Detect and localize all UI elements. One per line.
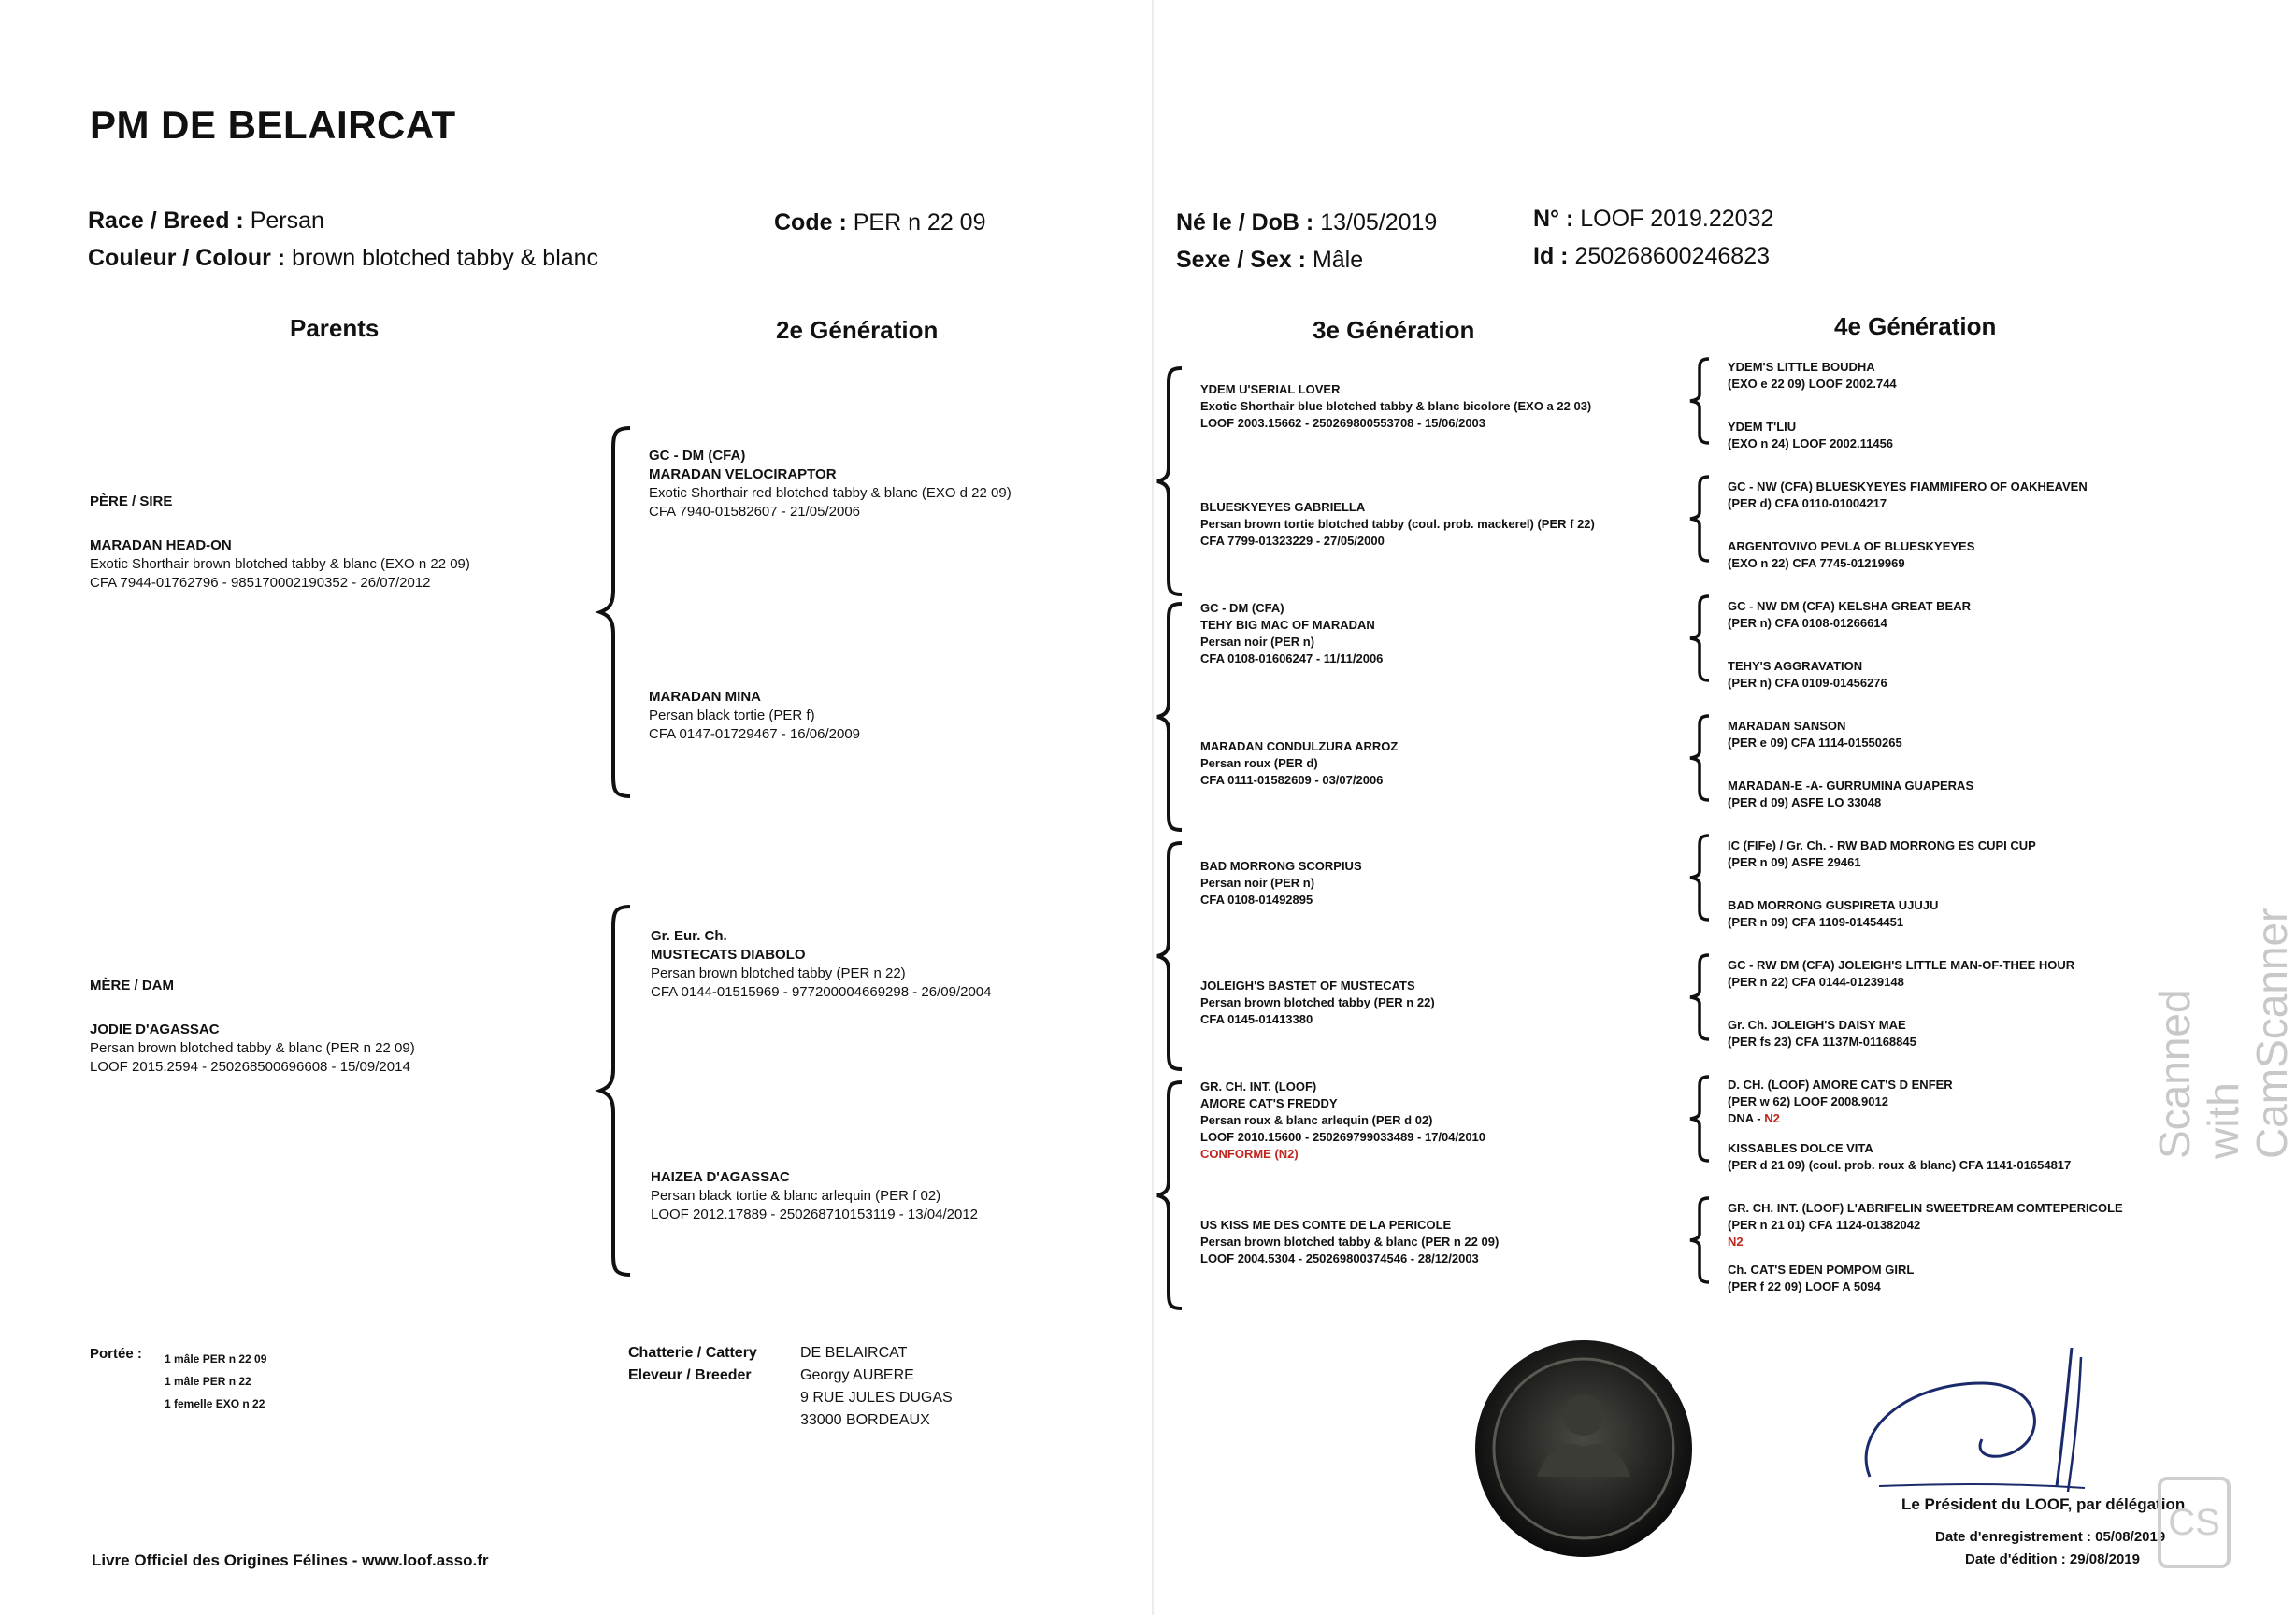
gen4-registration: (PER d) CFA 0110-01004217	[1728, 496, 1887, 510]
sire-registration: CFA 7944-01762796 - 985170002190352 - 26/07/2012	[90, 575, 431, 591]
gen4-entry	[1728, 1077, 1953, 1127]
dam-name: JODIE D'AGASSAC	[90, 1022, 220, 1037]
gen2-registration: CFA 0144-01515969 - 977200004669298 - 26/09/2004	[651, 984, 992, 1000]
gen3-entry	[1200, 499, 1595, 550]
column-heading-gen2: 2e Génération	[776, 316, 939, 344]
gen3-registration: LOOF 2004.5304 - 250269800374546 - 28/12/2003	[1200, 1251, 1479, 1265]
gen4-entry	[1728, 479, 2088, 512]
organization-footer: Livre Officiel des Origines Félines - www.loof.asso.fr	[92, 1551, 489, 1569]
gen2-name: HAIZEA D'AGASSAC	[651, 1169, 790, 1185]
gen2-description: Persan black tortie & blanc arlequin (PER f 02)	[651, 1188, 941, 1204]
gen4-registration: (PER n 21 01) CFA 1124-01382042	[1728, 1218, 1921, 1232]
breeder-name: Georgy AUBERE	[800, 1367, 914, 1383]
president-signature-icon	[1851, 1346, 2103, 1495]
gen4-registration: (EXO e 22 09) LOOF 2002.744	[1728, 377, 1897, 391]
dna-status: N2	[1728, 1235, 1744, 1249]
dob-label: Né le / DoB :	[1176, 209, 1314, 236]
gen4-registration: (PER e 09) CFA 1114-01550265	[1728, 736, 1902, 750]
gen4-entry	[1728, 359, 1897, 393]
dna-label: DNA -	[1728, 1111, 1765, 1125]
gen4-entry	[1728, 718, 1902, 751]
gen3-entry	[1200, 738, 1398, 789]
litter-label: Portée :	[90, 1346, 142, 1362]
sire-description: Exotic Shorthair brown blotched tabby & blanc (EXO n 22 09)	[90, 556, 470, 572]
gen4-entry	[1728, 1200, 2123, 1251]
gen4-bracket	[1688, 594, 1713, 682]
gen4-entry	[1728, 1262, 1914, 1295]
gen4-registration: (PER n 09) ASFE 29461	[1728, 855, 1861, 869]
registration-date: Date d'enregistrement : 05/08/2019	[1935, 1529, 2166, 1545]
gen2-entry	[649, 447, 1012, 522]
gen4-registration: (PER f 22 09) LOOF A 5094	[1728, 1279, 1881, 1293]
gen4-registration: (PER n 22) CFA 0144-01239148	[1728, 975, 1904, 989]
gen3-name: BAD MORRONG SCORPIUS	[1200, 859, 1362, 873]
sex-label: Sexe / Sex :	[1176, 247, 1306, 273]
gen3-entry	[1200, 600, 1383, 667]
gen4-bracket	[1688, 714, 1713, 802]
gen4-registration: (PER n) CFA 0108-01266614	[1728, 616, 1887, 630]
column-heading-parents: Parents	[290, 314, 380, 342]
gen4-name: BAD MORRONG GUSPIRETA UJUJU	[1728, 898, 1939, 912]
gen3-description: Persan roux & blanc arlequin (PER d 02)	[1200, 1113, 1433, 1127]
watermark-line: CamScanner	[2247, 908, 2296, 1159]
breed-value: Persan	[250, 207, 324, 234]
dob-row	[1176, 209, 1437, 236]
gen2-description: Persan brown blotched tabby (PER n 22)	[651, 965, 906, 981]
camscanner-logo-icon: CS	[2158, 1477, 2231, 1568]
dob-value: 13/05/2019	[1320, 209, 1438, 236]
breed-label: Race / Breed :	[88, 207, 244, 234]
cattery-values	[800, 1342, 953, 1432]
gen3-bracket	[1155, 366, 1185, 596]
gen4-name: Ch. CAT'S EDEN POMPOM GIRL	[1728, 1263, 1915, 1277]
number-value: LOOF 2019.22032	[1580, 206, 1774, 232]
camscanner-watermark	[2150, 908, 2296, 1159]
gen4-registration: (PER n 09) CFA 1109-01454451	[1728, 915, 1904, 929]
gen2-registration: CFA 0147-01729467 - 16/06/2009	[649, 726, 861, 742]
gen4-entry	[1728, 957, 2074, 991]
gen3-title: GC - DM (CFA)	[1200, 601, 1284, 615]
gen2-name: MUSTECATS DIABOLO	[651, 947, 806, 963]
code-label: Code :	[774, 209, 847, 236]
gen3-name: BLUESKYEYES GABRIELLA	[1200, 500, 1366, 514]
gen4-name: ARGENTOVIVO PEVLA OF BLUESKYEYES	[1728, 539, 1975, 553]
breeder-city: 33000 BORDEAUX	[800, 1412, 930, 1428]
gen3-title: GR. CH. INT. (LOOF)	[1200, 1079, 1317, 1093]
gen4-bracket	[1688, 1075, 1713, 1163]
gen3-name: JOLEIGH'S BASTET OF MUSTECATS	[1200, 979, 1415, 993]
gen3-entry	[1200, 858, 1362, 908]
gen2-entry	[649, 688, 860, 744]
gen4-registration: (PER fs 23) CFA 1137M-01168845	[1728, 1035, 1916, 1049]
gen3-registration: CFA 0145-01413380	[1200, 1012, 1313, 1026]
breeder-label: Eleveur / Breeder	[628, 1367, 752, 1383]
column-heading-gen3: 3e Génération	[1313, 316, 1475, 344]
gen4-name: D. CH. (LOOF) AMORE CAT'S D ENFER	[1728, 1078, 1953, 1092]
gen2-description: Exotic Shorthair red blotched tabby & blanc (EXO d 22 09)	[649, 485, 1012, 501]
gen4-name: IC (FIFe) / Gr. Ch. - RW BAD MORRONG ES CUPI CUP	[1728, 838, 2036, 852]
gen4-name: MARADAN SANSON	[1728, 719, 1846, 733]
gen2-entry	[651, 1168, 978, 1224]
gen3-description: Exotic Shorthair blue blotched tabby & blanc bicolore (EXO a 22 03)	[1200, 399, 1592, 413]
gen2-bracket-sire	[598, 426, 636, 798]
gen4-name: YDEM'S LITTLE BOUDHA	[1728, 360, 1875, 374]
code-value: PER n 22 09	[853, 209, 986, 236]
gen4-name: GC - NW (CFA) BLUESKYEYES FIAMMIFERO OF OAKHEAVEN	[1728, 479, 2088, 493]
gen3-name: US KISS ME DES COMTE DE LA PERICOLE	[1200, 1218, 1452, 1232]
gen4-name: MARADAN-E -A- GURRUMINA GUAPERAS	[1728, 779, 1974, 793]
gen4-bracket	[1688, 475, 1713, 563]
gen3-registration: LOOF 2003.15662 - 250269800553708 - 15/06/2003	[1200, 416, 1486, 430]
gen4-entry	[1728, 598, 1971, 632]
number-label: N° :	[1533, 206, 1574, 232]
litter-item: 1 mâle PER n 22	[165, 1375, 251, 1388]
litter-item: 1 mâle PER n 22 09	[165, 1352, 267, 1365]
gen4-bracket	[1688, 953, 1713, 1041]
colour-value: brown blotched tabby & blanc	[292, 245, 599, 271]
sire-name: MARADAN HEAD-ON	[90, 537, 232, 553]
sire-entry	[90, 536, 470, 593]
gen4-entry	[1728, 897, 1938, 931]
dam-entry	[90, 1021, 415, 1077]
gen3-description: Persan brown tortie blotched tabby (coul. prob. mackerel) (PER f 22)	[1200, 517, 1595, 531]
breed-row	[88, 207, 324, 235]
gen4-entry	[1728, 778, 1973, 811]
gen3-description: Persan noir (PER n)	[1200, 635, 1315, 649]
gen4-registration: (PER d 21 09) (coul. prob. roux & blanc) CFA 1141-01654817	[1728, 1158, 2072, 1172]
gen4-entry	[1728, 1017, 1916, 1050]
gen2-registration: LOOF 2012.17889 - 250268710153119 - 13/04/2012	[651, 1207, 979, 1222]
gen4-entry	[1728, 1140, 2071, 1174]
id-value: 250268600246823	[1574, 243, 1771, 269]
id-label: Id :	[1533, 243, 1569, 269]
gen4-name: Gr. Ch. JOLEIGH'S DAISY MAE	[1728, 1018, 1906, 1032]
gen4-bracket	[1688, 357, 1713, 445]
gen2-title: Gr. Eur. Ch.	[651, 928, 727, 944]
gen4-entry	[1728, 658, 1887, 692]
gen3-entry	[1200, 1079, 1485, 1163]
colour-label: Couleur / Colour :	[88, 245, 286, 271]
gen3-name: MARADAN CONDULZURA ARROZ	[1200, 739, 1399, 753]
official-seal-icon	[1471, 1336, 1696, 1561]
gen4-name: YDEM T'LIU	[1728, 420, 1797, 434]
sex-row	[1176, 247, 1363, 274]
gen3-registration: CFA 0111-01582609 - 03/07/2006	[1200, 773, 1384, 787]
gen3-description: Persan roux (PER d)	[1200, 756, 1318, 770]
gen3-name: TEHY BIG MAC OF MARADAN	[1200, 618, 1375, 632]
gen4-name: GC - RW DM (CFA) JOLEIGH'S LITTLE MAN-OF-THEE HOUR	[1728, 958, 2075, 972]
gen4-dna	[1728, 1110, 1953, 1127]
dam-description: Persan brown blotched tabby & blanc (PER n 22 09)	[90, 1040, 415, 1056]
cattery-label: Chatterie / Cattery	[628, 1345, 757, 1361]
document-title: PM DE BELAIRCAT	[90, 103, 456, 147]
gen2-name: MARADAN MINA	[649, 689, 761, 705]
gen3-note: CONFORME (N2)	[1200, 1147, 1299, 1161]
colour-row	[88, 245, 598, 272]
gen4-name: TEHY'S AGGRAVATION	[1728, 659, 1863, 673]
dam-label: MÈRE / DAM	[90, 978, 174, 993]
id-row	[1533, 243, 1770, 270]
cattery-labels	[628, 1342, 757, 1387]
gen4-entry	[1728, 837, 2036, 871]
president-title: Le Président du LOOF, par délégation	[1901, 1495, 2186, 1513]
gen3-description: Persan brown blotched tabby (PER n 22)	[1200, 995, 1435, 1009]
gen3-name: YDEM U'SERIAL LOVER	[1200, 382, 1341, 396]
dam-registration: LOOF 2015.2594 - 250268500696608 - 15/09/2014	[90, 1059, 410, 1075]
page-fold	[1152, 0, 1154, 1615]
gen2-entry	[651, 927, 991, 1002]
gen4-registration: (EXO n 24) LOOF 2002.11456	[1728, 436, 1894, 450]
breeder-address: 9 RUE JULES DUGAS	[800, 1390, 953, 1406]
gen4-name: GC - NW DM (CFA) KELSHA GREAT BEAR	[1728, 599, 1971, 613]
cattery-name: DE BELAIRCAT	[800, 1345, 908, 1361]
gen2-bracket-dam	[598, 905, 636, 1277]
gen3-description: Persan noir (PER n)	[1200, 876, 1315, 890]
gen4-name: KISSABLES DOLCE VITA	[1728, 1141, 1873, 1155]
litter-list	[165, 1348, 266, 1415]
gen2-registration: CFA 7940-01582607 - 21/05/2006	[649, 504, 861, 520]
gen4-registration: (PER n) CFA 0109-01456276	[1728, 676, 1887, 690]
gen3-entry	[1200, 978, 1435, 1028]
sex-value: Mâle	[1312, 247, 1364, 273]
gen3-entry	[1200, 1217, 1499, 1267]
gen3-registration: CFA 0108-01606247 - 11/11/2006	[1200, 651, 1384, 665]
sire-label: PÈRE / SIRE	[90, 493, 173, 509]
column-heading-gen4: 4e Génération	[1834, 312, 1997, 340]
gen4-bracket	[1688, 834, 1713, 922]
gen3-registration: CFA 0108-01492895	[1200, 893, 1313, 907]
dna-status: N2	[1764, 1111, 1780, 1125]
gen3-name: AMORE CAT'S FREDDY	[1200, 1096, 1338, 1110]
gen3-registration: CFA 7799-01323229 - 27/05/2000	[1200, 534, 1385, 548]
gen4-entry	[1728, 419, 1893, 452]
gen2-name: MARADAN VELOCIRAPTOR	[649, 466, 837, 482]
edition-date: Date d'édition : 29/08/2019	[1965, 1551, 2140, 1567]
gen2-title: GC - DM (CFA)	[649, 448, 746, 464]
gen4-bracket	[1688, 1196, 1713, 1284]
gen3-bracket	[1155, 841, 1185, 1071]
gen4-entry	[1728, 538, 1974, 572]
gen3-entry	[1200, 381, 1591, 432]
litter-item: 1 femelle EXO n 22	[165, 1397, 265, 1410]
gen4-registration: (EXO n 22) CFA 7745-01219969	[1728, 556, 1905, 570]
gen4-registration: (PER d 09) ASFE LO 33048	[1728, 795, 1882, 809]
code-row	[774, 209, 986, 236]
gen3-bracket	[1155, 1080, 1185, 1310]
watermark-line: Scanned with	[2150, 989, 2247, 1159]
gen3-registration: LOOF 2010.15600 - 250269799033489 - 17/04/2010	[1200, 1130, 1486, 1144]
gen2-description: Persan black tortie (PER f)	[649, 707, 815, 723]
gen4-registration: (PER w 62) LOOF 2008.9012	[1728, 1094, 1888, 1108]
gen3-description: Persan brown blotched tabby & blanc (PER n 22 09)	[1200, 1235, 1500, 1249]
number-row	[1533, 206, 1773, 233]
gen4-name: GR. CH. INT. (LOOF) L'ABRIFELIN SWEETDREAM COMTEPERICOLE	[1728, 1201, 2123, 1215]
gen3-bracket	[1155, 602, 1185, 832]
